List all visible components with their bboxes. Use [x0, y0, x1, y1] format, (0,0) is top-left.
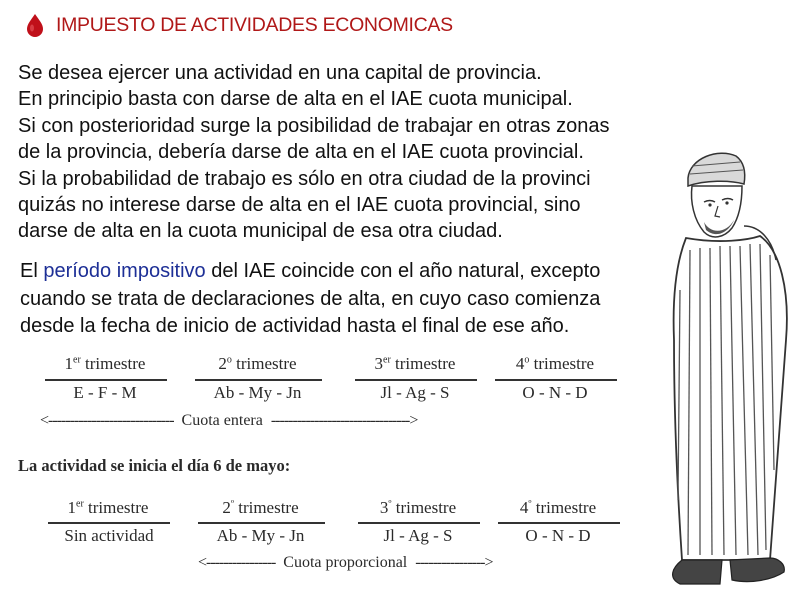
- paragraph-2-line-2: cuando se trata de declaraciones de alta, en cuyo caso comienza: [20, 287, 601, 310]
- quarter-suffix: er: [76, 498, 84, 510]
- quarter-label: trimestre: [531, 498, 597, 517]
- quarter-months: Jl - Ag - S: [383, 526, 453, 545]
- quarter-heading: [495, 354, 615, 374]
- divider: [195, 379, 322, 381]
- arrow-left: <-----------------------------: [40, 412, 174, 429]
- paragraph-1-line: Si con posterioridad surge la posibilidad de trabajar en otras zonas: [18, 114, 610, 137]
- cuota-label: Cuota entera: [181, 412, 263, 429]
- quarter-months: Jl - Ag - S: [380, 383, 450, 402]
- arrow-left: <----------------: [198, 554, 276, 571]
- page-title: IMPUESTO DE ACTIVIDADES ECONOMICAS: [56, 14, 453, 36]
- quarter-heading: [498, 498, 618, 518]
- quarter-table-1: [0, 340, 660, 450]
- quarter-label: trimestre: [231, 354, 297, 373]
- paragraph-1-line: de la provincia, debería darse de alta en el IAE cuota provincial.: [18, 141, 584, 164]
- quarter-suffix: º: [528, 498, 532, 510]
- quarter-number: 4: [519, 498, 529, 517]
- quarter-heading: [355, 354, 475, 374]
- quarter-months: Ab - My - Jn: [216, 526, 305, 545]
- divider: [355, 379, 477, 381]
- quarter-table-2: [0, 486, 660, 596]
- quarter-number: 1: [67, 498, 77, 517]
- divider: [48, 522, 170, 524]
- quarter-number: 4: [515, 354, 525, 373]
- paragraph-1-line: Se desea ejercer una actividad en una capital de provincia.: [18, 62, 542, 84]
- quarter-heading: [198, 498, 323, 518]
- quarter-label: trimestre: [83, 498, 149, 517]
- quarter-label: trimestre: [233, 498, 299, 517]
- divider: [495, 379, 617, 381]
- arrow-right: ---------------->: [415, 554, 493, 571]
- quarter-heading: [48, 498, 168, 518]
- divider: [498, 522, 620, 524]
- quarter-months: O - N - D: [522, 383, 588, 402]
- paragraph-2-line-3: desde la fecha de inicio de actividad hasta el final de ese año.: [20, 315, 570, 337]
- cuota-entera-range: [40, 412, 417, 430]
- quarter-suffix: o: [226, 354, 232, 366]
- quarter-heading: [45, 354, 165, 374]
- red-drop-icon: [22, 12, 48, 38]
- quarter-suffix: º: [230, 498, 234, 510]
- quarter-label: trimestre: [391, 498, 457, 517]
- paragraph-1-line: En principio basta con darse de alta en el IAE cuota municipal.: [18, 88, 573, 111]
- quarter-months: O - N - D: [525, 526, 591, 545]
- quarter-heading: [195, 354, 320, 374]
- paragraph-1-line: Si la probabilidad de trabajo es sólo en otra ciudad de la provinci: [18, 167, 591, 190]
- quarter-months: E - F - M: [73, 383, 137, 402]
- paragraph-1: [18, 60, 688, 245]
- activity-start-note: La actividad se inicia el día 6 de mayo:: [18, 456, 291, 475]
- quarter-suffix: º: [388, 498, 392, 510]
- cuota-label: Cuota proporcional: [283, 554, 408, 571]
- man-in-robe-illustration: [660, 140, 800, 595]
- quarter-number: 3: [379, 498, 389, 517]
- highlight-periodo-impositivo: período impositivo: [43, 260, 206, 282]
- quarter-label: trimestre: [390, 354, 456, 373]
- paragraph-2-line-1: [20, 258, 680, 286]
- quarter-number: 2: [222, 498, 231, 517]
- quarter-number: 2: [218, 354, 227, 373]
- quarter-suffix: er: [383, 354, 391, 366]
- paragraph-1-line: quizás no interese darse de alta en el IAE cuota provincial, sino: [18, 194, 581, 217]
- divider: [198, 522, 325, 524]
- quarter-months: Ab - My - Jn: [213, 383, 302, 402]
- text-fragment: del IAE coincide con el año natural, excepto: [205, 260, 601, 282]
- quarter-suffix: er: [73, 354, 81, 366]
- quarter-number: 1: [64, 354, 74, 373]
- quarter-label: trimestre: [529, 354, 595, 373]
- quarter-suffix: o: [524, 354, 530, 366]
- cuota-proporcional-range: [198, 554, 493, 572]
- paragraph-2: [20, 258, 680, 341]
- arrow-right: -------------------------------->: [270, 412, 418, 429]
- quarter-label: trimestre: [80, 354, 146, 373]
- text-fragment: El: [20, 260, 44, 282]
- quarter-number: 3: [374, 354, 384, 373]
- divider: [358, 522, 480, 524]
- quarter-months: Sin actividad: [64, 526, 154, 545]
- quarter-heading: [358, 498, 478, 518]
- divider: [45, 379, 167, 381]
- paragraph-1-line: darse de alta en la cuota municipal de esa otra ciudad.: [18, 220, 503, 243]
